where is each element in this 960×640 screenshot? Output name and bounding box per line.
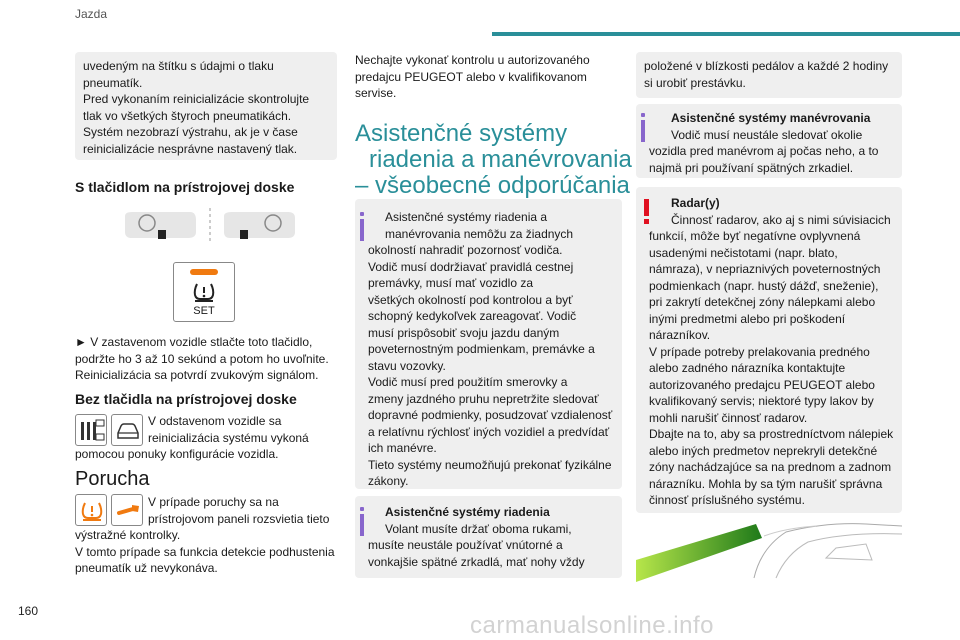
intro-text [355,52,590,102]
box-line: funkcií, môže byť negatívne ovplyvnená [649,229,861,243]
box-line: alebo zadného nárazníka kontaktujte [649,361,846,375]
box-title: Asistenčné systémy manévrovania [671,111,871,125]
text-line: pomocou ponuky konfigurácie vozidla. [75,447,279,461]
text-line: reinicializácia systému vykoná [148,430,309,445]
box-title: Asistenčné systémy riadenia [385,505,550,519]
box-line: Tieto systémy neumožňujú prekonať fyzikálne [368,457,612,472]
text-line: V odstavenom vozidle sa [148,414,282,428]
box-line: manévrovania nemôžu za žiadnych [385,226,574,241]
tpms-note-box [75,52,337,160]
text-line: výstražné kontrolky. [75,528,181,542]
fault-text-top [148,494,329,527]
text-line: V prípade poruchy sa na [148,495,279,509]
box-line: mohli narušiť činnosť radarov. [649,410,808,425]
tpms-set-button[interactable] [173,262,235,322]
chapter-title: Jazda [75,7,108,21]
box-line: dopravné podmienky, posudzovať vzdialenosť [368,408,613,422]
watermark: carmanualsonline.info [470,612,714,639]
box-line: Dbajte na to, aby sa prostredníctvom nálepiek [649,427,894,441]
box-line: inými predmetmi alebo pri poškodení [649,311,846,326]
text-line: ► V zastavenom vozidle stlačte toto tlačidlo, [75,335,313,349]
box-line: musíte neustále používať vnútorné a [368,538,563,552]
general-info-box [355,199,622,489]
box-line: námraza), v nepriaznivých poveternostných [649,262,881,276]
text-line: predajcu PEUGEOT alebo v kvalifikovanom [355,69,587,84]
box-line: zákony. [368,474,409,488]
box-line: položené v blízkosti pedálov a každé 2 hodiny [644,59,889,73]
settings-menu-icon [75,414,107,446]
box-line: Vodič musí pred použitím smerovky a [368,375,568,389]
box-line: činnosť príslušného systému. [649,493,805,507]
box-line: zmeny jazdného pruhu nepretržite sledovať [368,391,599,406]
box-line: okolností nahradiť pozornosť vodiča. [368,243,563,257]
wrench-icon [111,494,143,526]
without-button-text [148,413,309,446]
title-line: – všeobecné odporúčania [355,172,630,199]
box-line: V prípade potreby prelakovania predného [649,344,870,359]
box-line: Asistenčné systémy riadenia a [385,210,548,224]
text-line: V tomto prípade sa funkcia detekcie podhustenia [75,544,335,559]
fault-text-bottom [75,527,335,577]
box-line: nárazníkov. [649,328,711,342]
title-line: Asistenčné systémy [355,120,568,147]
box-line: musí prispôsobiť svoju jazdu daným [368,325,560,340]
dashboard-illustration [120,206,300,246]
header-accent-bar [492,32,960,36]
box-line: si urobiť prestávku. [644,75,746,90]
tire-warning-icon [75,494,107,526]
heading-fault: Porucha [75,468,150,490]
box-line: ich manévre. [368,441,437,455]
box-line: Činnosť radarov, ako aj s nimi súvisiacich [671,212,891,227]
box-line: podmienkach (napr. hustý dážď, sneženie), [649,278,879,293]
maneuver-assist-box [636,104,902,178]
box-line: stavu vozovky. [368,358,446,373]
box-line: tlak vo všetkých štyroch pneumatikách. [83,108,292,123]
radar-illustration [636,518,902,584]
box-line: zóny nachádzajúce sa na prednom a zadnom [649,460,892,474]
box-line: všetkých okolností pod kontrolou a byť [368,292,573,307]
box-line: Vodič musí dodržiavať pravidlá cestnej [368,259,574,274]
box-line: schopný kedykoľvek zareagovať. Vodič [368,309,577,323]
set-button-label: SET [193,305,215,317]
text-line: prístrojovom paneli rozsvietia tieto [148,511,330,526]
box-line: usadenými nečistotami (napr. blato, [649,245,838,260]
box-line: poveternostným podmienkam, premávke a [368,342,595,356]
box-line: autorizovaného predajcu PEUGEOT alebo [649,377,875,392]
box-line: nárazníku. Mohla by sa tým narušiť správna [649,476,883,491]
tire-pressure-icon [192,281,216,303]
box-line: pneumatík. [83,75,143,90]
box-line: alebo iných predmetov neprekryli detekčné [649,443,878,458]
page-number: 160 [18,604,39,618]
section-title [355,121,632,199]
text-line: Nechajte vykonať kontrolu u autorizovaného [355,53,590,67]
heading-with-button: S tlačidlom na prístrojovej doske [75,179,295,195]
text-line: Reinicializácia sa potvrdí zvukovým signálom. [75,368,319,382]
driving-assist-box [355,496,622,578]
car-icon [111,414,143,446]
box-line: reinicializácie nesprávne nastavený tlak. [83,141,298,156]
text-line: podržte ho 3 až 10 sekúnd a potom ho uvoľnite. [75,351,329,366]
button-indicator-bar [190,269,218,275]
title-line: riadenia a manévrovania [369,146,632,173]
radar-warning-box [636,187,902,513]
box-line: kvalifikovaný servis; niektoré typy lakov by [649,394,874,408]
box-line: Volant musíte držať oboma rukami, [385,521,572,536]
box-line: uvedeným na štítku s údajmi o tlaku [83,59,274,73]
box-line: najmä pri používaní spätných zrkadiel. [649,160,854,175]
box-title: Radar(y) [671,196,720,210]
box-line: Pred vykonaním reinicializácie skontrolujte [83,92,310,106]
heading-without-button: Bez tlačidla na prístrojovej doske [75,391,297,407]
box-line: Systém nezobrazí výstrahu, ak je v čase [83,125,298,139]
box-line: vozidla pred manévrom aj počas neho, a to [649,144,879,158]
box-line: a relatívnu rýchlosť iných vozidiel a predvídať [368,424,610,439]
with-button-text [75,334,329,384]
box-line: Vodič musí neustále sledovať okolie [671,127,863,142]
box-line: premávky, musí mať vozidlo za [368,276,533,290]
text-line: servise. [355,86,397,100]
box-line: pri zakrytí detekčnej zóny nálepkami alebo [649,295,876,309]
text-line: pneumatík už nevykonáva. [75,561,218,575]
driving-continued-box [636,52,902,98]
box-line: vonkajšie spätné zrkadlá, mať nohy vždy [368,554,585,569]
